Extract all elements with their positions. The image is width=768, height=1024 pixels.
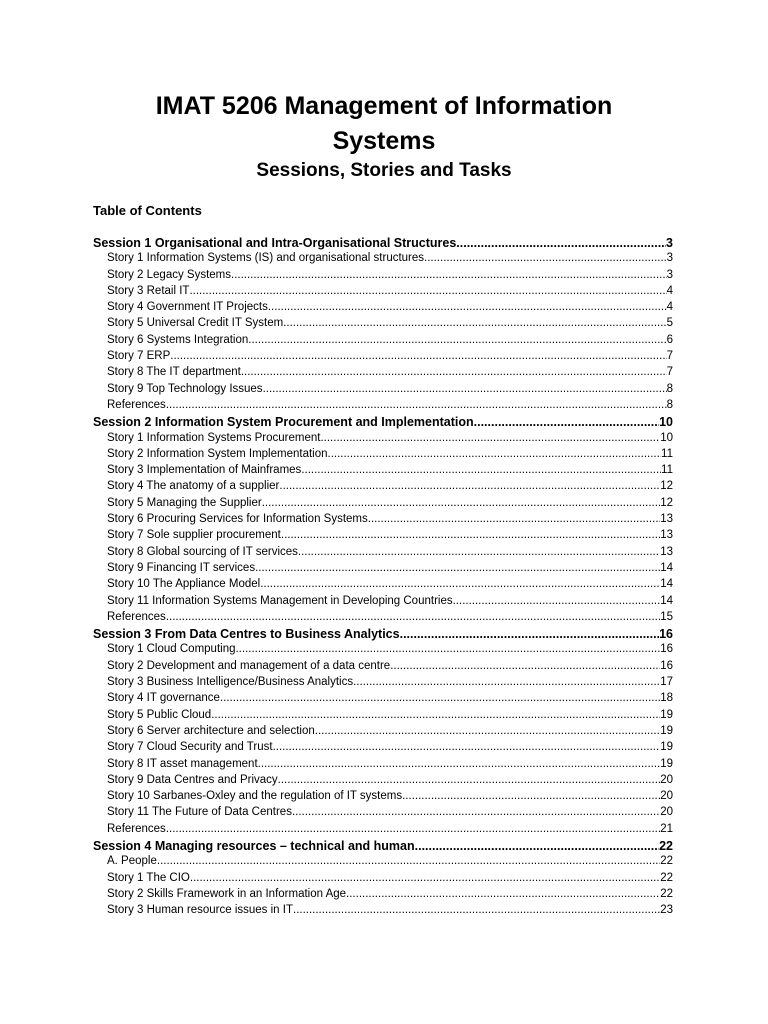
toc-page-number: 19 xyxy=(660,708,673,721)
toc-entry[interactable] xyxy=(93,888,673,904)
toc-page-number: 21 xyxy=(660,822,673,835)
toc-entry[interactable] xyxy=(93,725,673,741)
toc-session-entry[interactable] xyxy=(93,236,673,252)
toc-entry-label: Session 3 From Data Centres to Business Analytics xyxy=(93,627,400,642)
toc-leader-dots xyxy=(268,301,667,313)
toc-entry-label: Story 4 IT governance xyxy=(107,692,220,705)
toc-entry[interactable] xyxy=(93,709,673,725)
toc-entry[interactable] xyxy=(93,774,673,790)
toc-entry[interactable] xyxy=(93,855,673,871)
toc-session-entry[interactable] xyxy=(93,415,673,431)
toc-leader-dots xyxy=(293,904,660,916)
toc-page-number: 16 xyxy=(660,643,673,656)
toc-page-number: 17 xyxy=(660,676,673,689)
toc-leader-dots xyxy=(400,627,660,641)
toc-entry-label: Story 2 Skills Framework in an Information Age xyxy=(107,887,347,900)
toc-entry[interactable] xyxy=(93,464,673,480)
toc-entry[interactable] xyxy=(93,660,673,676)
toc-leader-dots xyxy=(157,855,660,867)
toc-entry-label: Story 3 Business Intelligence/Business Analytics xyxy=(107,676,354,689)
toc-page-number: 11 xyxy=(661,447,673,460)
toc-entry[interactable] xyxy=(93,513,673,529)
toc-page-number: 20 xyxy=(660,806,673,819)
toc-entry-label: References xyxy=(107,610,166,623)
toc-page-number: 10 xyxy=(660,431,673,444)
toc-entry-label: Story 4 Government IT Projects xyxy=(107,301,268,314)
toc-page-number: 6 xyxy=(666,333,673,346)
table-of-contents xyxy=(93,236,673,920)
toc-entry[interactable] xyxy=(93,904,673,920)
toc-page-number: 22 xyxy=(660,855,673,868)
toc-heading: Table of Contents xyxy=(93,203,202,218)
toc-leader-dots xyxy=(402,790,660,802)
toc-leader-dots xyxy=(474,415,659,429)
toc-leader-dots xyxy=(235,643,660,655)
toc-entry-label: References xyxy=(107,398,166,411)
toc-entry-label: Story 7 Cloud Security and Trust xyxy=(107,741,273,754)
toc-entry[interactable] xyxy=(93,643,673,659)
toc-entry-label: Session 1 Organisational and Intra-Organisational Structures xyxy=(93,236,457,250)
toc-page-number: 10 xyxy=(659,415,673,430)
toc-leader-dots xyxy=(166,823,660,835)
toc-entry-label: Story 9 Data Centres and Privacy xyxy=(107,773,278,786)
toc-leader-dots xyxy=(231,269,667,281)
toc-leader-dots xyxy=(456,236,666,250)
toc-page-number: 14 xyxy=(660,594,673,607)
toc-leader-dots xyxy=(320,432,660,444)
toc-leader-dots xyxy=(292,806,660,818)
toc-entry[interactable] xyxy=(93,317,673,333)
toc-page-number: 19 xyxy=(660,741,673,754)
toc-leader-dots xyxy=(453,595,661,607)
toc-entry[interactable] xyxy=(93,334,673,350)
toc-page-number: 19 xyxy=(660,724,673,737)
toc-entry[interactable] xyxy=(93,872,673,888)
toc-entry-label: Story 6 Systems Integration xyxy=(107,333,249,346)
toc-leader-dots xyxy=(328,448,662,460)
toc-entry[interactable] xyxy=(93,480,673,496)
toc-entry[interactable] xyxy=(93,383,673,399)
toc-page-number: 3 xyxy=(666,236,673,250)
toc-page-number: 13 xyxy=(660,545,673,558)
document-subtitle: Sessions, Stories and Tasks xyxy=(256,160,512,181)
toc-leader-dots xyxy=(368,513,660,525)
toc-entry[interactable] xyxy=(93,432,673,448)
toc-entry-label: Story 1 Information Systems Procurement xyxy=(107,431,321,444)
toc-entry-label: Story 3 Retail IT xyxy=(107,284,190,297)
toc-leader-dots xyxy=(241,366,667,378)
toc-page-number: 13 xyxy=(660,529,673,542)
toc-entry-label: Story 6 Procuring Services for Information Systems xyxy=(107,513,368,526)
toc-page-number: 20 xyxy=(660,773,673,786)
toc-page-number: 16 xyxy=(660,659,673,672)
toc-leader-dots xyxy=(260,578,660,590)
toc-entry[interactable] xyxy=(93,806,673,822)
toc-entry[interactable] xyxy=(93,692,673,708)
toc-page-number: 15 xyxy=(660,610,673,623)
toc-session-entry[interactable] xyxy=(93,839,673,855)
toc-entry-label: Story 8 IT asset management xyxy=(107,757,258,770)
toc-leader-dots xyxy=(211,709,660,721)
toc-entry[interactable] xyxy=(93,823,673,839)
toc-entry-label: Story 7 Sole supplier procurement xyxy=(107,529,281,542)
toc-entry[interactable] xyxy=(93,758,673,774)
toc-leader-dots xyxy=(353,676,660,688)
toc-page-number: 22 xyxy=(659,838,673,853)
toc-entry-label: Story 3 Human resource issues in IT xyxy=(107,904,293,917)
toc-entry-label: Session 2 Information System Procurement and Implementation xyxy=(93,415,474,430)
toc-leader-dots xyxy=(424,252,667,264)
document-title-line-1: IMAT 5206 Management of Information xyxy=(155,92,613,120)
toc-entry[interactable] xyxy=(93,301,673,317)
toc-entry-label: Story 8 The IT department xyxy=(107,366,241,379)
toc-leader-dots xyxy=(301,464,661,476)
toc-entry[interactable] xyxy=(93,562,673,578)
toc-page-number: 8 xyxy=(666,398,673,411)
toc-entry-label: Story 6 Server architecture and selection xyxy=(107,724,315,737)
toc-session-entry[interactable] xyxy=(93,627,673,643)
toc-page-number: 14 xyxy=(660,561,673,574)
toc-page-number: 5 xyxy=(666,317,673,330)
toc-leader-dots xyxy=(263,383,667,395)
toc-leader-dots xyxy=(281,529,660,541)
toc-leader-dots xyxy=(262,497,660,509)
toc-entry-label: Story 5 Managing the Supplier xyxy=(107,496,262,509)
toc-entry[interactable] xyxy=(93,578,673,594)
toc-entry[interactable] xyxy=(93,269,673,285)
toc-leader-dots xyxy=(283,317,666,329)
toc-entry-label: Story 1 Information Systems (IS) and organisational structures xyxy=(107,252,425,265)
toc-page-number: 12 xyxy=(660,480,673,493)
toc-entry-label: Story 7 ERP xyxy=(107,350,171,363)
toc-page-number: 7 xyxy=(666,350,673,363)
toc-entry-label: Story 9 Top Technology Issues xyxy=(107,382,263,395)
toc-entry-label: Story 8 Global sourcing of IT services xyxy=(107,545,298,558)
toc-entry-label: References xyxy=(107,822,166,835)
toc-leader-dots xyxy=(255,562,660,574)
toc-page-number: 22 xyxy=(660,871,673,884)
toc-entry-label: Story 1 Cloud Computing xyxy=(107,643,236,656)
toc-page-number: 11 xyxy=(661,464,673,477)
toc-leader-dots xyxy=(190,872,660,884)
toc-page-number: 23 xyxy=(660,904,673,917)
toc-entry[interactable] xyxy=(93,611,673,627)
toc-leader-dots xyxy=(189,285,666,297)
toc-leader-dots xyxy=(248,334,666,346)
toc-page-number: 3 xyxy=(666,268,673,281)
toc-entry[interactable] xyxy=(93,497,673,513)
toc-entry[interactable] xyxy=(93,790,673,806)
toc-entry[interactable] xyxy=(93,448,673,464)
toc-page-number: 13 xyxy=(660,513,673,526)
toc-leader-dots xyxy=(258,758,661,770)
toc-leader-dots xyxy=(315,725,660,737)
toc-page-number: 14 xyxy=(660,578,673,591)
toc-entry-label: Story 5 Public Cloud xyxy=(107,708,212,721)
toc-entry-label: Story 5 Universal Credit IT System xyxy=(107,317,284,330)
toc-entry-label: Story 11 The Future of Data Centres xyxy=(107,806,292,819)
toc-entry-label: A. People xyxy=(107,855,157,868)
toc-entry-label: Story 10 The Appliance Model xyxy=(107,578,261,591)
toc-entry-label: Story 10 Sarbanes-Oxley and the regulation of IT systems xyxy=(107,790,403,803)
toc-page-number: 4 xyxy=(666,301,673,314)
toc-leader-dots xyxy=(298,546,660,558)
toc-entry[interactable] xyxy=(93,350,673,366)
toc-entry-label: Story 2 Legacy Systems xyxy=(107,268,231,281)
toc-leader-dots xyxy=(273,741,661,753)
toc-page-number: 3 xyxy=(666,252,673,265)
toc-leader-dots xyxy=(278,774,661,786)
toc-leader-dots xyxy=(166,611,660,623)
toc-entry[interactable] xyxy=(93,595,673,611)
toc-entry[interactable] xyxy=(93,676,673,692)
toc-entry-label: Session 4 Managing resources – technical and human xyxy=(93,838,415,853)
toc-leader-dots xyxy=(166,399,667,411)
toc-entry[interactable] xyxy=(93,399,673,415)
toc-leader-dots xyxy=(170,350,666,362)
toc-leader-dots xyxy=(390,660,660,672)
toc-leader-dots xyxy=(220,692,660,704)
toc-page-number: 12 xyxy=(660,496,673,509)
toc-entry-label: Story 2 Development and management of a data centre xyxy=(107,659,391,672)
toc-page-number: 8 xyxy=(666,382,673,395)
toc-entry-label: Story 1 The CIO xyxy=(107,871,190,884)
toc-leader-dots xyxy=(415,839,659,853)
toc-page-number: 19 xyxy=(660,757,673,770)
toc-page-number: 22 xyxy=(660,887,673,900)
toc-entry[interactable] xyxy=(93,252,673,268)
toc-entry-label: Story 9 Financing IT services xyxy=(107,561,256,574)
toc-entry[interactable] xyxy=(93,741,673,757)
toc-entry-label: Story 2 Information System Implementation xyxy=(107,447,328,460)
document-title-line-2: Systems xyxy=(332,127,436,155)
toc-leader-dots xyxy=(279,480,660,492)
toc-page-number: 18 xyxy=(660,692,673,705)
toc-page-number: 20 xyxy=(660,790,673,803)
toc-entry-label: Story 3 Implementation of Mainframes xyxy=(107,464,302,477)
toc-entry[interactable] xyxy=(93,546,673,562)
toc-page-number: 4 xyxy=(666,284,673,297)
toc-leader-dots xyxy=(346,888,660,900)
toc-entry-label: Story 11 Information Systems Management in Developing Countries xyxy=(107,594,453,607)
toc-entry[interactable] xyxy=(93,529,673,545)
toc-entry[interactable] xyxy=(93,285,673,301)
toc-page-number: 16 xyxy=(659,627,673,642)
toc-entry-label: Story 4 The anatomy of a supplier xyxy=(107,480,280,493)
toc-entry[interactable] xyxy=(93,366,673,382)
toc-page-number: 7 xyxy=(666,366,673,379)
